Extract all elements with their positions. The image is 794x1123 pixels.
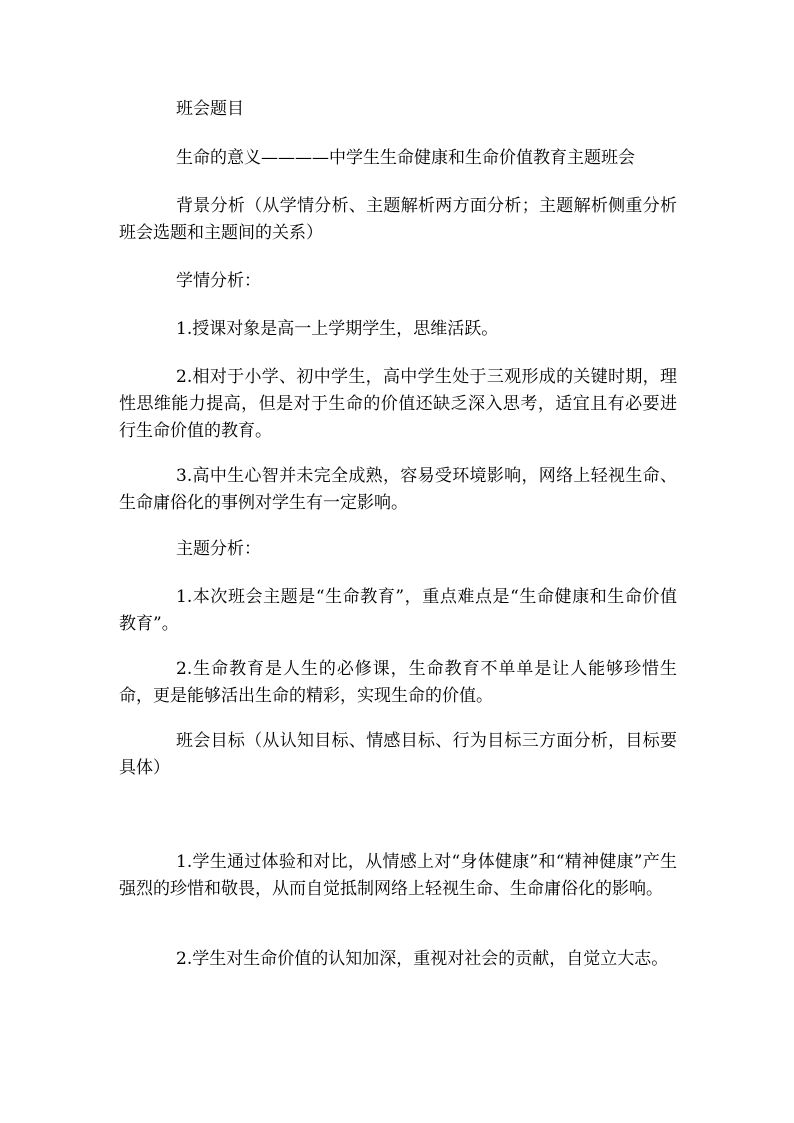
student-analysis-heading: 学情分析：	[176, 271, 261, 291]
meeting-goals-heading: 班会目标（从认知目标、情感目标、行为目标三方面分析，目标要具体）	[119, 731, 677, 778]
student-analysis-item-2: 2.相对于小学、初中学生，高中学生处于三观形成的关键时期，理性思维能力提高，但是对于生命的价值还缺乏深入思考，适宜且有必要进行生命价值的教育。	[119, 367, 677, 441]
student-analysis-item-1: 1.授课对象是高一上学期学生，思维活跃。	[176, 319, 499, 339]
meeting-goal-2: 2.学生对生命价值的认知加深，重视对社会的贡献，自觉立大志。	[176, 949, 669, 969]
theme-analysis-item-1: 1.本次班会主题是“生命教育”，重点难点是“生命健康和生命价值教育”。	[119, 587, 677, 634]
theme-analysis-heading: 主题分析：	[176, 539, 261, 559]
theme-analysis-item-2: 2.生命教育是人生的必修课，生命教育不单单是让人能够珍惜生命，更是能够活出生命的精彩，实现生命的价值。	[119, 659, 677, 706]
background-analysis-heading: 背景分析（从学情分析、主题解析两方面分析；主题解析侧重分析班会选题和主题间的关系）	[119, 196, 677, 243]
meeting-goal-1: 1.学生通过体验和对比，从情感上对“身体健康”和“精神健康”产生强烈的珍惜和敬畏，从而自觉抵制网络上轻视生命、生命庸俗化的影响。	[119, 852, 677, 899]
class-meeting-topic: 生命的意义————中学生生命健康和生命价值教育主题班会	[176, 148, 635, 168]
class-meeting-title-heading: 班会题目	[176, 99, 244, 119]
student-analysis-item-3: 3.高中生心智并未完全成熟，容易受环境影响，网络上轻视生命、生命庸俗化的事例对学生有一定影响。	[119, 466, 677, 513]
